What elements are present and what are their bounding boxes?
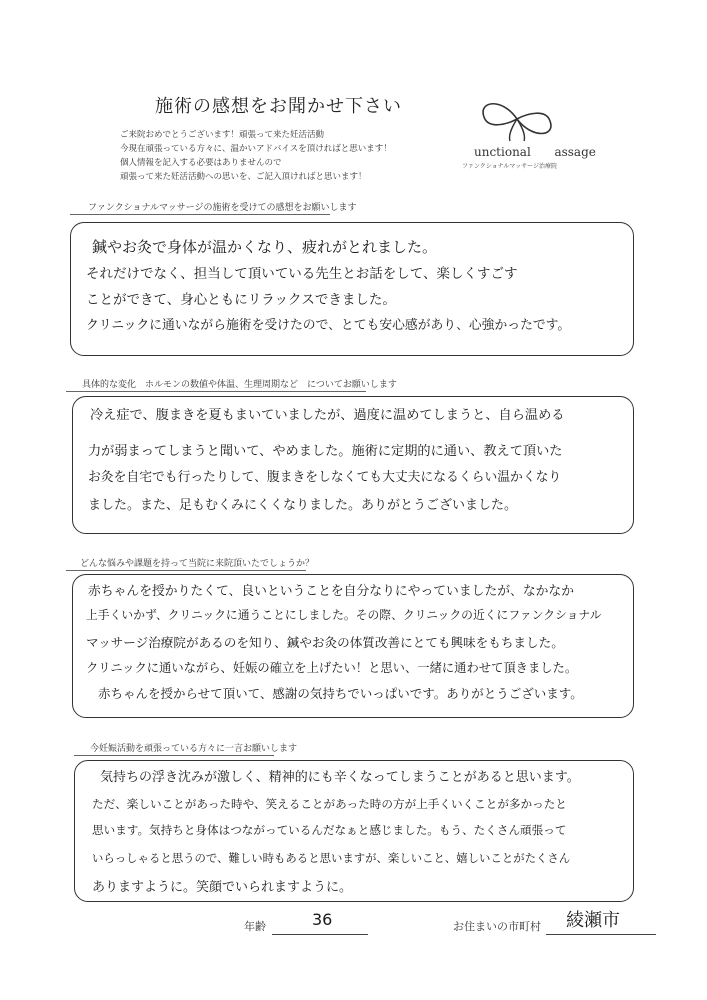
answer-line: クリニックに通いながら、妊娠の確立を上げたい！と思い、一緒に通わせて頂きました。 (86, 661, 578, 675)
logo-word-left: unctional (474, 145, 531, 159)
logo-wordmark (474, 145, 596, 159)
answer-line: それだけでなく、担当して頂いている先生とお話をして、楽しくすごす (86, 266, 518, 282)
answer-line: ただ、楽しいことがあった時や、笑えることがあった時の方が上手くいくことが多かったと (92, 797, 567, 811)
answer-line: ありますように。笑顔でいられますように。 (92, 880, 353, 895)
question-2: 具体的な変化 ホルモンの数値や体温、生理周期など についてお願いします (82, 380, 397, 390)
answer-line: いらっしゃると思うので、難しい時もあると思いますが、楽しいこと、嬉しいことがたくさん (92, 851, 571, 865)
answer-line: 思います。気持ちと身体はつながっているんだなぁと感じました。もう、たくさん頑張って (92, 823, 567, 837)
city-value: 綾瀬市 (566, 910, 620, 931)
age-value: 36 (312, 910, 333, 929)
age-label: 年齢 (244, 920, 266, 933)
answer-line: 冷え症で、腹まきを夏もまいていましたが、過度に温めてしまうと、自ら温める (90, 408, 565, 423)
answer-line: 上手くいかず、クリニックに通うことにしました。その際、クリニックの近くにファンクショナル (86, 608, 602, 622)
logo-subtitle: ファンクショナルマッサージ治療院 (462, 163, 557, 170)
logo-word-right: assage (554, 145, 596, 159)
question-1: ファンクショナルマッサージの施術を受けての感想をお願いします (88, 203, 357, 213)
question-underline (66, 570, 306, 571)
answer-line: 赤ちゃんを授からせて頂いて、感謝の気持ちでいっぱいです。ありがとうございます。 (98, 686, 583, 701)
answer-line: 力が弱まってしまうと聞いて、やめました。施術に定期的に通い、教えて頂いた (88, 444, 563, 459)
clinic-logo (462, 95, 596, 175)
city-label: お住まいの市町村 (453, 920, 541, 933)
intro-line: 個人情報を記入する必要はありませんので (120, 158, 282, 168)
answer-line: マッサージ治療院があるのを知り、鍼やお灸の体質改善にとても興味をもちました。 (86, 635, 564, 650)
question-4: 今妊娠活動を頑張っている方々に一言お願いします (90, 744, 298, 754)
intro-line: 今現在頑張っている方々に、温かいアドバイスを頂ければと思います！ (120, 144, 392, 154)
answer-line: クリニックに通いながら施術を受けたので、とても安心感があり、心強かったです。 (86, 318, 571, 333)
question-underline (70, 214, 330, 215)
ribbon-icon (472, 95, 562, 143)
answer-line: ことができて、身心ともにリラックスできました。 (86, 292, 396, 308)
answer-line: 気持ちの浮き沈みが激しく、精神的にも辛くなってしまうことがあると思います。 (100, 770, 580, 785)
age-underline (272, 934, 368, 935)
intro-line: ご来院おめでとうございます！頑張って来た妊活活動 (120, 130, 325, 140)
question-underline (66, 391, 366, 392)
city-underline (546, 934, 656, 935)
page-title: 施術の感想をお聞かせ下さい (155, 96, 402, 117)
question-3: どんな悩みや課題を持って当院に来院頂いたでしょうか？ (80, 559, 315, 569)
answer-line: ました。また、足もむくみにくくなりました。ありがとうございました。 (88, 498, 518, 513)
intro-text (120, 128, 450, 184)
question-underline (74, 755, 274, 756)
answer-line: お灸を自宅でも行ったりして、腹まきをしなくても大丈夫になるくらい温かくなり (88, 470, 562, 485)
intro-line: 頑張って来た妊活活動への思いを、ご記入頂ければと思います！ (120, 172, 367, 182)
answer-line: 赤ちゃんを授かりたくて、良いということを自分なりにやっていましたが、なかなか (88, 584, 575, 599)
answer-line: 鍼やお灸で身体が温かくなり、疲れがとれました。 (92, 238, 438, 256)
